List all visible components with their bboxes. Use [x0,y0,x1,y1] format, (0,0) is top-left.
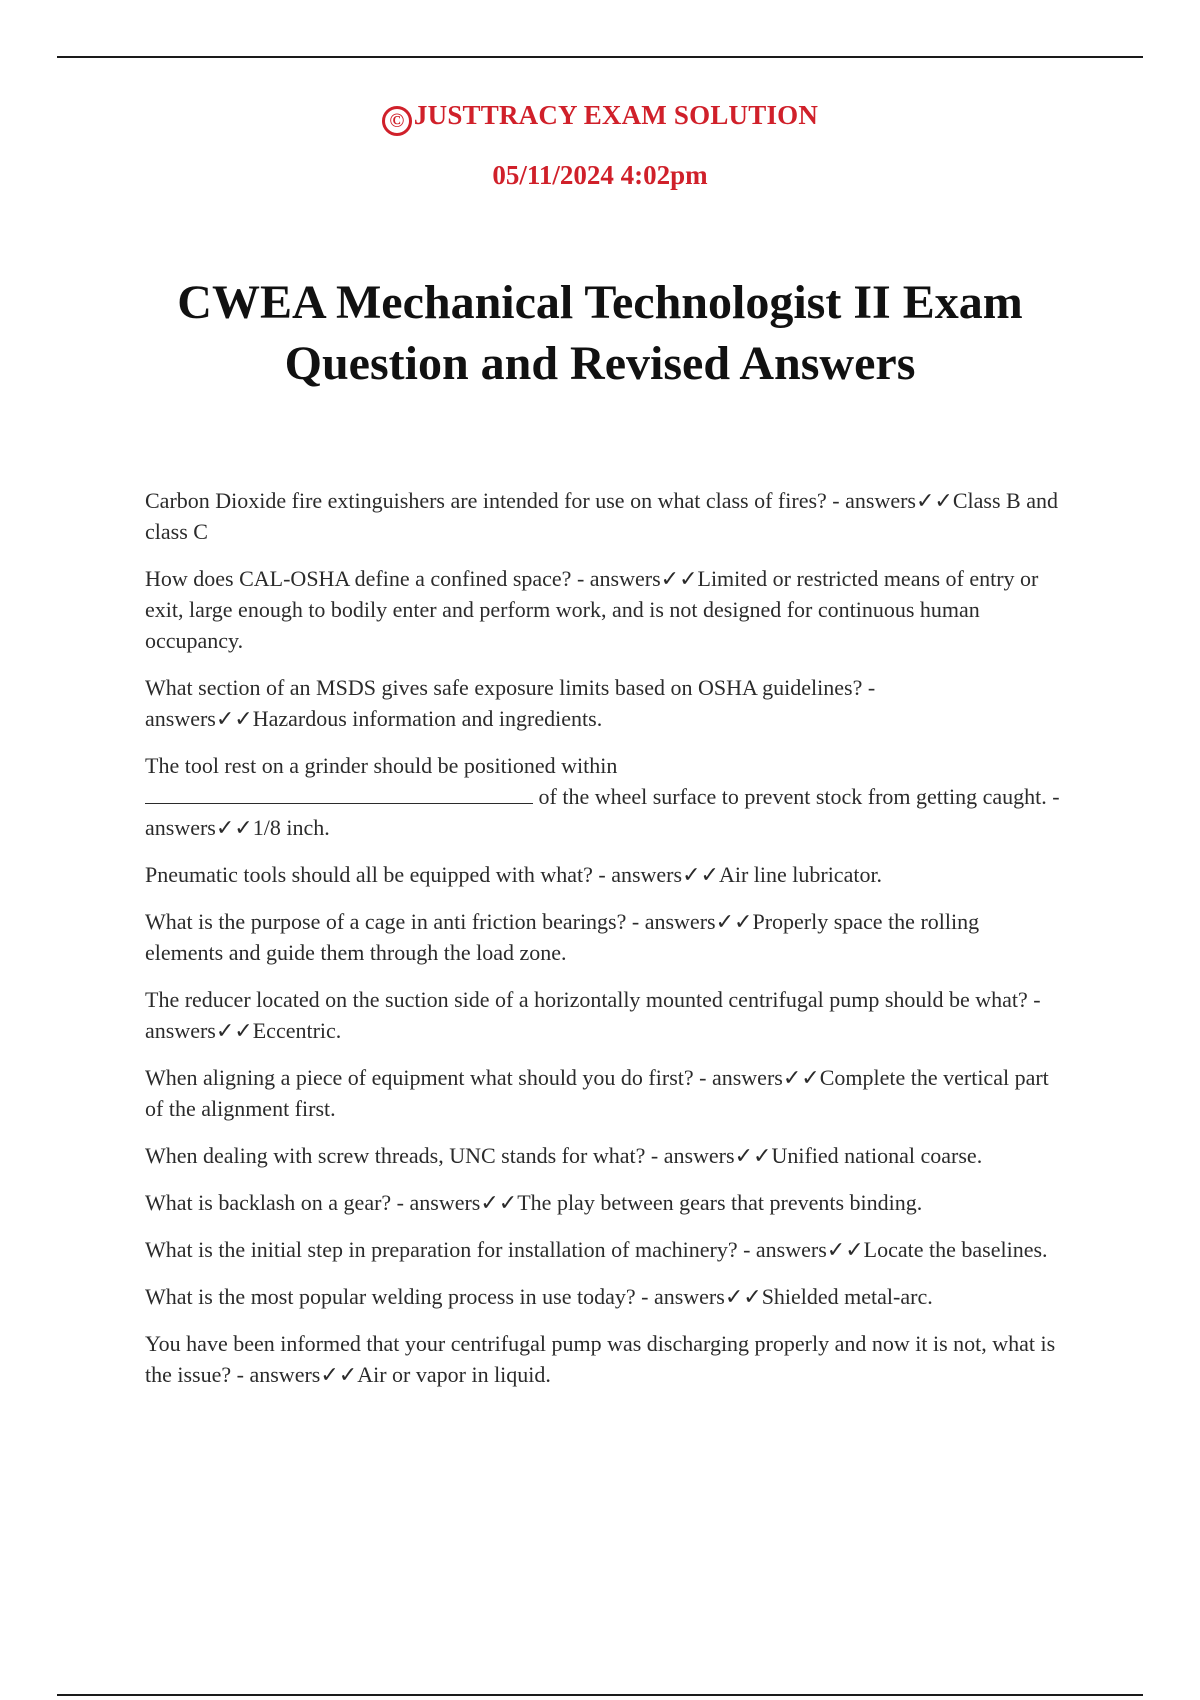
top-rule [57,56,1143,58]
qa-list [145,485,1060,1406]
answer-marker: answers✓✓ [653,1284,762,1309]
question-text: What is the initial step in preparation for installation of machinery? [145,1237,738,1262]
answer-text: Class B and class C [145,488,1058,544]
answer-text: Locate the baselines. [863,1237,1048,1262]
qa-item: When dealing with screw threads, UNC stands for what? - answers✓✓Unified national coarse. [145,1143,983,1168]
answer-text: Limited or restricted means of entry or exit, large enough to bodily enter and perform work, and is not designed for continuous human occupancy. [145,566,1039,653]
question-text: You have been informed that your centrifugal pump was discharging properly and now it is not, what is the issue? [145,1331,1056,1387]
answer-text: Air line lubricator. [718,862,883,887]
answer-text: Properly space the rolling elements and guide them through the load zone. [145,909,980,965]
answer-marker: answers✓✓ [845,488,953,513]
qa-item: The reducer located on the suction side of a horizontally mounted centrifugal pump should be what? - answers✓✓Eccentric. [145,987,1041,1043]
answer-marker: answers✓✓ [644,909,753,934]
brand-name: JUSTTRACY EXAM SOLUTION [413,100,819,130]
document-datetime: 05/11/2024 4:02pm [492,160,708,190]
question-text: What is the purpose of a cage in anti friction bearings? [145,909,627,934]
answer-marker: answers✓✓ [409,1190,518,1215]
answer-text: Unified national coarse. [771,1143,983,1168]
qa-item: How does CAL-OSHA define a confined space? - answers✓✓Limited or restricted means of entry or exit, large enough to bodily enter and perform work, and is not designed for continuous human occupancy. [145,566,1039,653]
question-text: Pneumatic tools should all be equipped with what? [145,862,593,887]
page-title: CWEA Mechanical Technologist II Exam Question and Revised Answers [177,276,1023,390]
qa-item: You have been informed that your centrifugal pump was discharging properly and now it is not, what is the issue? - answers✓✓Air or vapor in liquid. [145,1331,1056,1387]
qa-item: What section of an MSDS gives safe exposure limits based on OSHA guidelines? - answers✓✓Hazardous information and ingredients. [145,675,876,731]
answer-marker: answers✓✓ [711,1065,820,1090]
qa-item: What is the purpose of a cage in anti friction bearings? - answers✓✓Properly space the rolling elements and guide them through the load zone. [145,909,980,965]
answer-text: Complete the vertical part of the alignment first. [145,1065,1049,1121]
answer-text: Eccentric. [252,1018,342,1043]
question-text: The reducer located on the suction side of a horizontally mounted centrifugal pump should be what? [145,987,1028,1012]
answer-marker: answers✓✓ [589,566,698,591]
answer-marker: answers✓✓ [611,862,719,887]
question-text: What section of an MSDS gives safe exposure limits based on OSHA guidelines? [145,675,863,700]
answer-marker: answers✓✓ [145,1018,253,1043]
question-text: When dealing with screw threads, UNC stands for what? [145,1143,646,1168]
qa-item: The tool rest on a grinder should be positioned within of the wheel surface to prevent stock from getting caught. - answers✓✓1/8 inch. [145,753,1060,840]
question-text: What is backlash on a gear? [145,1190,392,1215]
qa-item: Pneumatic tools should all be equipped with what? - answers✓✓Air line lubricator. [145,862,883,887]
answer-text: The play between gears that prevents binding. [517,1190,923,1215]
answer-text: Shielded metal-arc. [761,1284,933,1309]
answer-text: Hazardous information and ingredients. [252,706,603,731]
qa-item: What is backlash on a gear? - answers✓✓The play between gears that prevents binding. [145,1190,923,1215]
question-text: Carbon Dioxide fire extinguishers are intended for use on what class of fires? [145,488,827,513]
answer-marker: answers✓✓ [145,815,253,840]
answer-text: Air or vapor in liquid. [357,1362,551,1387]
qa-item: Carbon Dioxide fire extinguishers are intended for use on what class of fires? - answers✓✓Class B and class C [145,488,1058,544]
answer-marker: answers✓✓ [755,1237,864,1262]
question-text: What is the most popular welding process in use today? [145,1284,636,1309]
qa-item: When aligning a piece of equipment what should you do first? - answers✓✓Complete the vertical part of the alignment first. [145,1065,1049,1121]
question-text: When aligning a piece of equipment what should you do first? [145,1065,694,1090]
qa-item: What is the most popular welding process in use today? - answers✓✓Shielded metal-arc. [145,1284,933,1309]
answer-text: 1/8 inch. [252,815,330,840]
question-text: The tool rest on a grinder should be positioned within [145,753,618,778]
fill-in-blank [145,783,533,804]
bottom-rule [57,1694,1143,1696]
brand-line [0,95,1200,136]
answer-marker: answers✓✓ [663,1143,772,1168]
document-header [0,95,1200,192]
question-text: of the wheel surface to prevent stock from getting caught. [538,784,1047,809]
answer-marker: answers✓✓ [249,1362,358,1387]
question-text: How does CAL-OSHA define a confined space? [145,566,572,591]
answer-marker: answers✓✓ [145,706,253,731]
copyright-icon: © [382,106,412,136]
qa-item: What is the initial step in preparation for installation of machinery? - answers✓✓Locate the baselines. [145,1237,1048,1262]
